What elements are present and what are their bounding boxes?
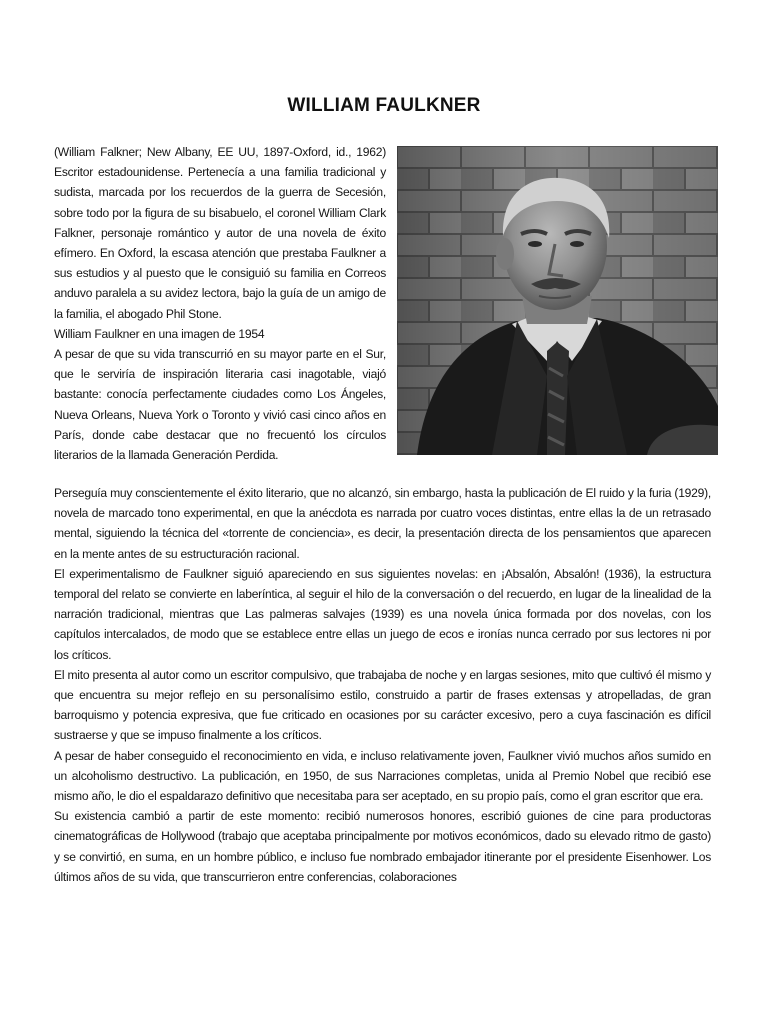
paragraph-5: El mito presenta al autor como un escritor compulsivo, que trabajaba de noche y en largas sesiones, mito que cultivó él mismo y que encuentra su mejor reflejo en su personalísimo estilo, construido a partir de frases extensas y atropelladas, de gran barroquismo y potencia expresiva, que fue criticado en ocasiones por su carácter excesivo, pero a cuya fascinación es difícil sustraerse y que se impuso finalmente a los críticos. — [54, 667, 711, 743]
photo-caption: William Faulkner en una imagen de 1954 — [54, 326, 265, 341]
portrait-photo-icon — [397, 146, 718, 455]
page-title: WILLIAM FAULKNER — [287, 95, 481, 116]
paragraph-6: A pesar de haber conseguido el reconocimiento en vida, e incluso relativamente joven, Faulkner vivió muchos años sumido en un alcoholismo destructivo. La publicación, en 1950, de sus Narraciones completas, unida al Premio Nobel que recibió ese mismo año, le dio el espaldarazo definitivo que necesitaba para ser aceptado, en su propio país, como el gran escritor que era. — [54, 748, 711, 804]
paragraph-2: A pesar de que su vida transcurrió en su mayor parte en el Sur, que le serviría de inspiración literaria casi inagotable, viajó bastante: conocía perfectamente ciudades como Los Ángeles, Nueva Orleans, Nueva York o Toronto y vivió casi cinco años en París, donde cabe destacar que no frecuentó los círculos literarios de la llamada Generación Perdida. — [54, 347, 386, 463]
paragraph-7: Su existencia cambió a partir de este momento: recibió numerosos honores, escribió guiones de cine para productoras cinematográficas de Hollywood (trabajo que aceptaba principalmente por motivos económicos, dado su elevado ritmo de gasto) y se convirtió, en suma, en un hombre público, e incluso fue nombrado embajador itinerante por el presidente Eisenhower. Los últimos años de su vida, que transcurrieron entre conferencias, colaboraciones — [54, 809, 711, 884]
intro-paragraph: (William Falkner; New Albany, EE UU, 1897-Oxford, id., 1962) Escritor estadounidense. Pertenecía a una familia tradicional y sudista, marcada por los recuerdos de la guerra de Secesión, sobre todo por la figura de su bisabuelo, el coronel William Clark Falkner, personaje romántico y autor de una novela de éxito efímero. En Oxford, la escasa atención que prestaba Faulkner a sus estudios y al puesto que le consiguió su familia en Correos anduvo paralela a su avidez lectora, bajo la guía de un amigo de la familia, el abogado Phil Stone. — [54, 145, 386, 321]
body-column — [54, 483, 711, 887]
paragraph-3: Perseguía muy conscientemente el éxito literario, que no alcanzó, sin embargo, hasta la publicación de El ruido y la furia (1929), novela de marcado tono experimental, en que la anécdota es narrada por cuatro voces distintas, entre ellas la de un retrasado mental, siguiendo la técnica del «torrente de conciencia», es decir, la presentación directa de los pensamientos que aparecen en la mente antes de su estructuración racional. — [54, 486, 711, 561]
paragraph-4: El experimentalismo de Faulkner siguió apareciendo en sus siguientes novelas: en ¡Absalón, Absalón! (1936), la estructura temporal del relato se convierte en laberíntica, al seguir el hilo de la conversación o del recuerdo, en lugar de la linealidad de la narración tradicional, mientras que Las palmeras salvajes (1939) es una novela única formada por dos novelas, con los capítulos intercalados, de modo que se establece entre ellas un juego de ecos e ironías nunca cerrado por sus lectores ni por los críticos. — [54, 566, 711, 662]
intro-column — [54, 142, 386, 465]
portrait-photo — [397, 146, 718, 455]
